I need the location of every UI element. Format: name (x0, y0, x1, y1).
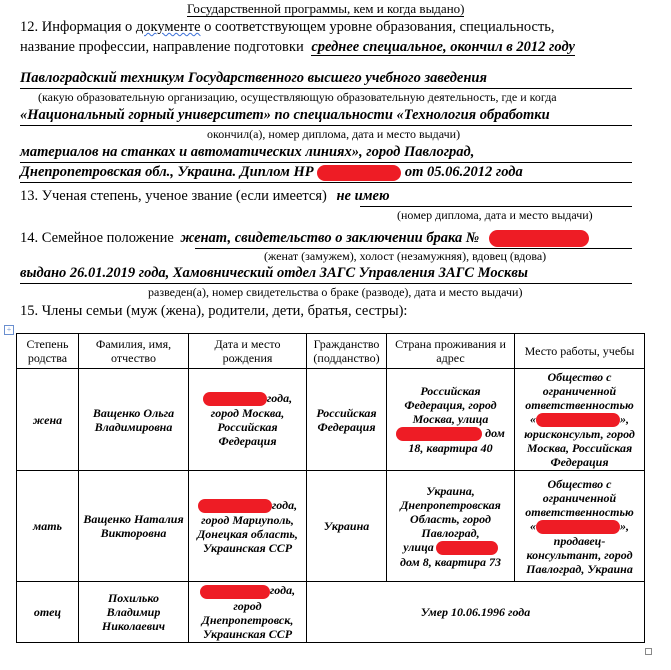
birth-cell: года, город Москва, Российская Федерация (189, 369, 307, 471)
redaction-mark (489, 230, 589, 247)
marriage-certificate-line: выдано 26.01.2019 года, Хамовнический отдел ЗАГС Управления ЗАГС Москвы (20, 265, 528, 281)
relation-cell: отец (17, 582, 79, 642)
degree-value: не имею (336, 188, 390, 204)
marital-status-value: женат, свидетельство о заключении брака № (180, 230, 480, 246)
redaction-mark (396, 427, 482, 441)
relation-cell: мать (17, 471, 79, 582)
citizenship-cell: Украина (307, 471, 387, 582)
header-address: Страна проживания и адрес (387, 334, 515, 369)
name-cell: Ващенко Наталия Викторовна (79, 471, 189, 582)
address-cell: Украина, Днепропетровская Область, город Павлоград, улица дом 8, квартира 73 (387, 471, 515, 582)
item-13-heading: 13. Ученая степень, ученое звание (если имеется) не имею (20, 188, 390, 204)
item-15-heading: 15. Члены семьи (муж (жена), родители, дети, братья, сестры): (20, 303, 408, 319)
education-institution: Павлоградский техникум Государственного высшего учебного заведения (20, 70, 487, 86)
table-row (17, 369, 645, 471)
redaction-mark (436, 541, 498, 555)
item-12-heading: 12. Информация о документе о соответствующем уровне образования, специальность, (20, 19, 555, 35)
table-row (17, 471, 645, 582)
table-row (17, 582, 645, 642)
header-name: Фамилия, имя, отчество (79, 334, 189, 369)
header-relation: Степень родства (17, 334, 79, 369)
redaction-mark (203, 392, 267, 406)
item-14-heading: 14. Семейное положение женат, свидетельство о заключении брака № (20, 230, 589, 247)
header-birth: Дата и место рождения (189, 334, 307, 369)
redaction-mark (198, 499, 272, 513)
death-cell: Умер 10.06.1996 года (307, 582, 645, 642)
education-level-value: среднее специальное, окончил в 2012 году (311, 39, 575, 55)
institution-caption: (какую образовательную организацию, осуществляющую образовательную деятельность, где и когда (38, 90, 557, 104)
item-12-line2: название профессии, направление подготовки среднее специальное, окончил в 2012 году (20, 39, 575, 55)
name-cell: Похилько Владимир Николаевич (79, 582, 189, 642)
table-resize-handle-icon[interactable] (645, 648, 652, 655)
header-work: Место работы, учебы (515, 334, 645, 369)
diploma-caption: окончил(а), номер диплома, дата и место выдачи) (207, 127, 461, 141)
header-citizenship: Гражданство (подданство) (307, 334, 387, 369)
redaction-mark (200, 585, 270, 599)
redaction-mark (317, 165, 401, 181)
birth-cell: года, город Мариуполь, Донецкая область, Украинская ССР (189, 471, 307, 582)
spellcheck-word: документе (135, 19, 201, 35)
redaction-mark (536, 520, 620, 534)
family-table (16, 333, 645, 643)
degree-caption: (номер диплома, дата и место выдачи) (397, 208, 593, 222)
citizenship-cell: Российская Федерация (307, 369, 387, 471)
redaction-mark (536, 413, 620, 427)
address-cell: Российская Федерация, город Москва, улица дом 18, квартира 40 (387, 369, 515, 471)
marital-caption: (женат (замужем), холост (незамужняя), вдовец (вдова) (264, 249, 547, 263)
relation-cell: жена (17, 369, 79, 471)
birth-cell: года, город Днепропетровск, Украинская ССР (189, 582, 307, 642)
name-cell: Ващенко Ольга Владимировна (79, 369, 189, 471)
education-specialty: «Национальный горный университет» по специальности «Технология обработки (20, 107, 550, 123)
diploma-line: Днепропетровская обл., Украина. Диплом НР от 05.06.2012 года (20, 164, 523, 180)
work-cell: Общество с ограниченной ответственностью « », юрисконсульт, город Москва, Российская Федерация (515, 369, 645, 471)
work-cell: Общество с ограниченной ответственностью « », продавец-консультант, город Павлоград, Украина (515, 471, 645, 582)
table-move-handle-icon[interactable]: + (4, 325, 14, 335)
prev-field-caption: Государственной программы, кем и когда выдано) (187, 1, 465, 16)
table-header-row (17, 334, 645, 369)
certificate-caption: разведен(а), номер свидетельства о браке (разводе), дата и место выдачи) (148, 285, 523, 299)
education-specialty-cont: материалов на станках и автоматических линиях», город Павлоград, (20, 144, 475, 160)
